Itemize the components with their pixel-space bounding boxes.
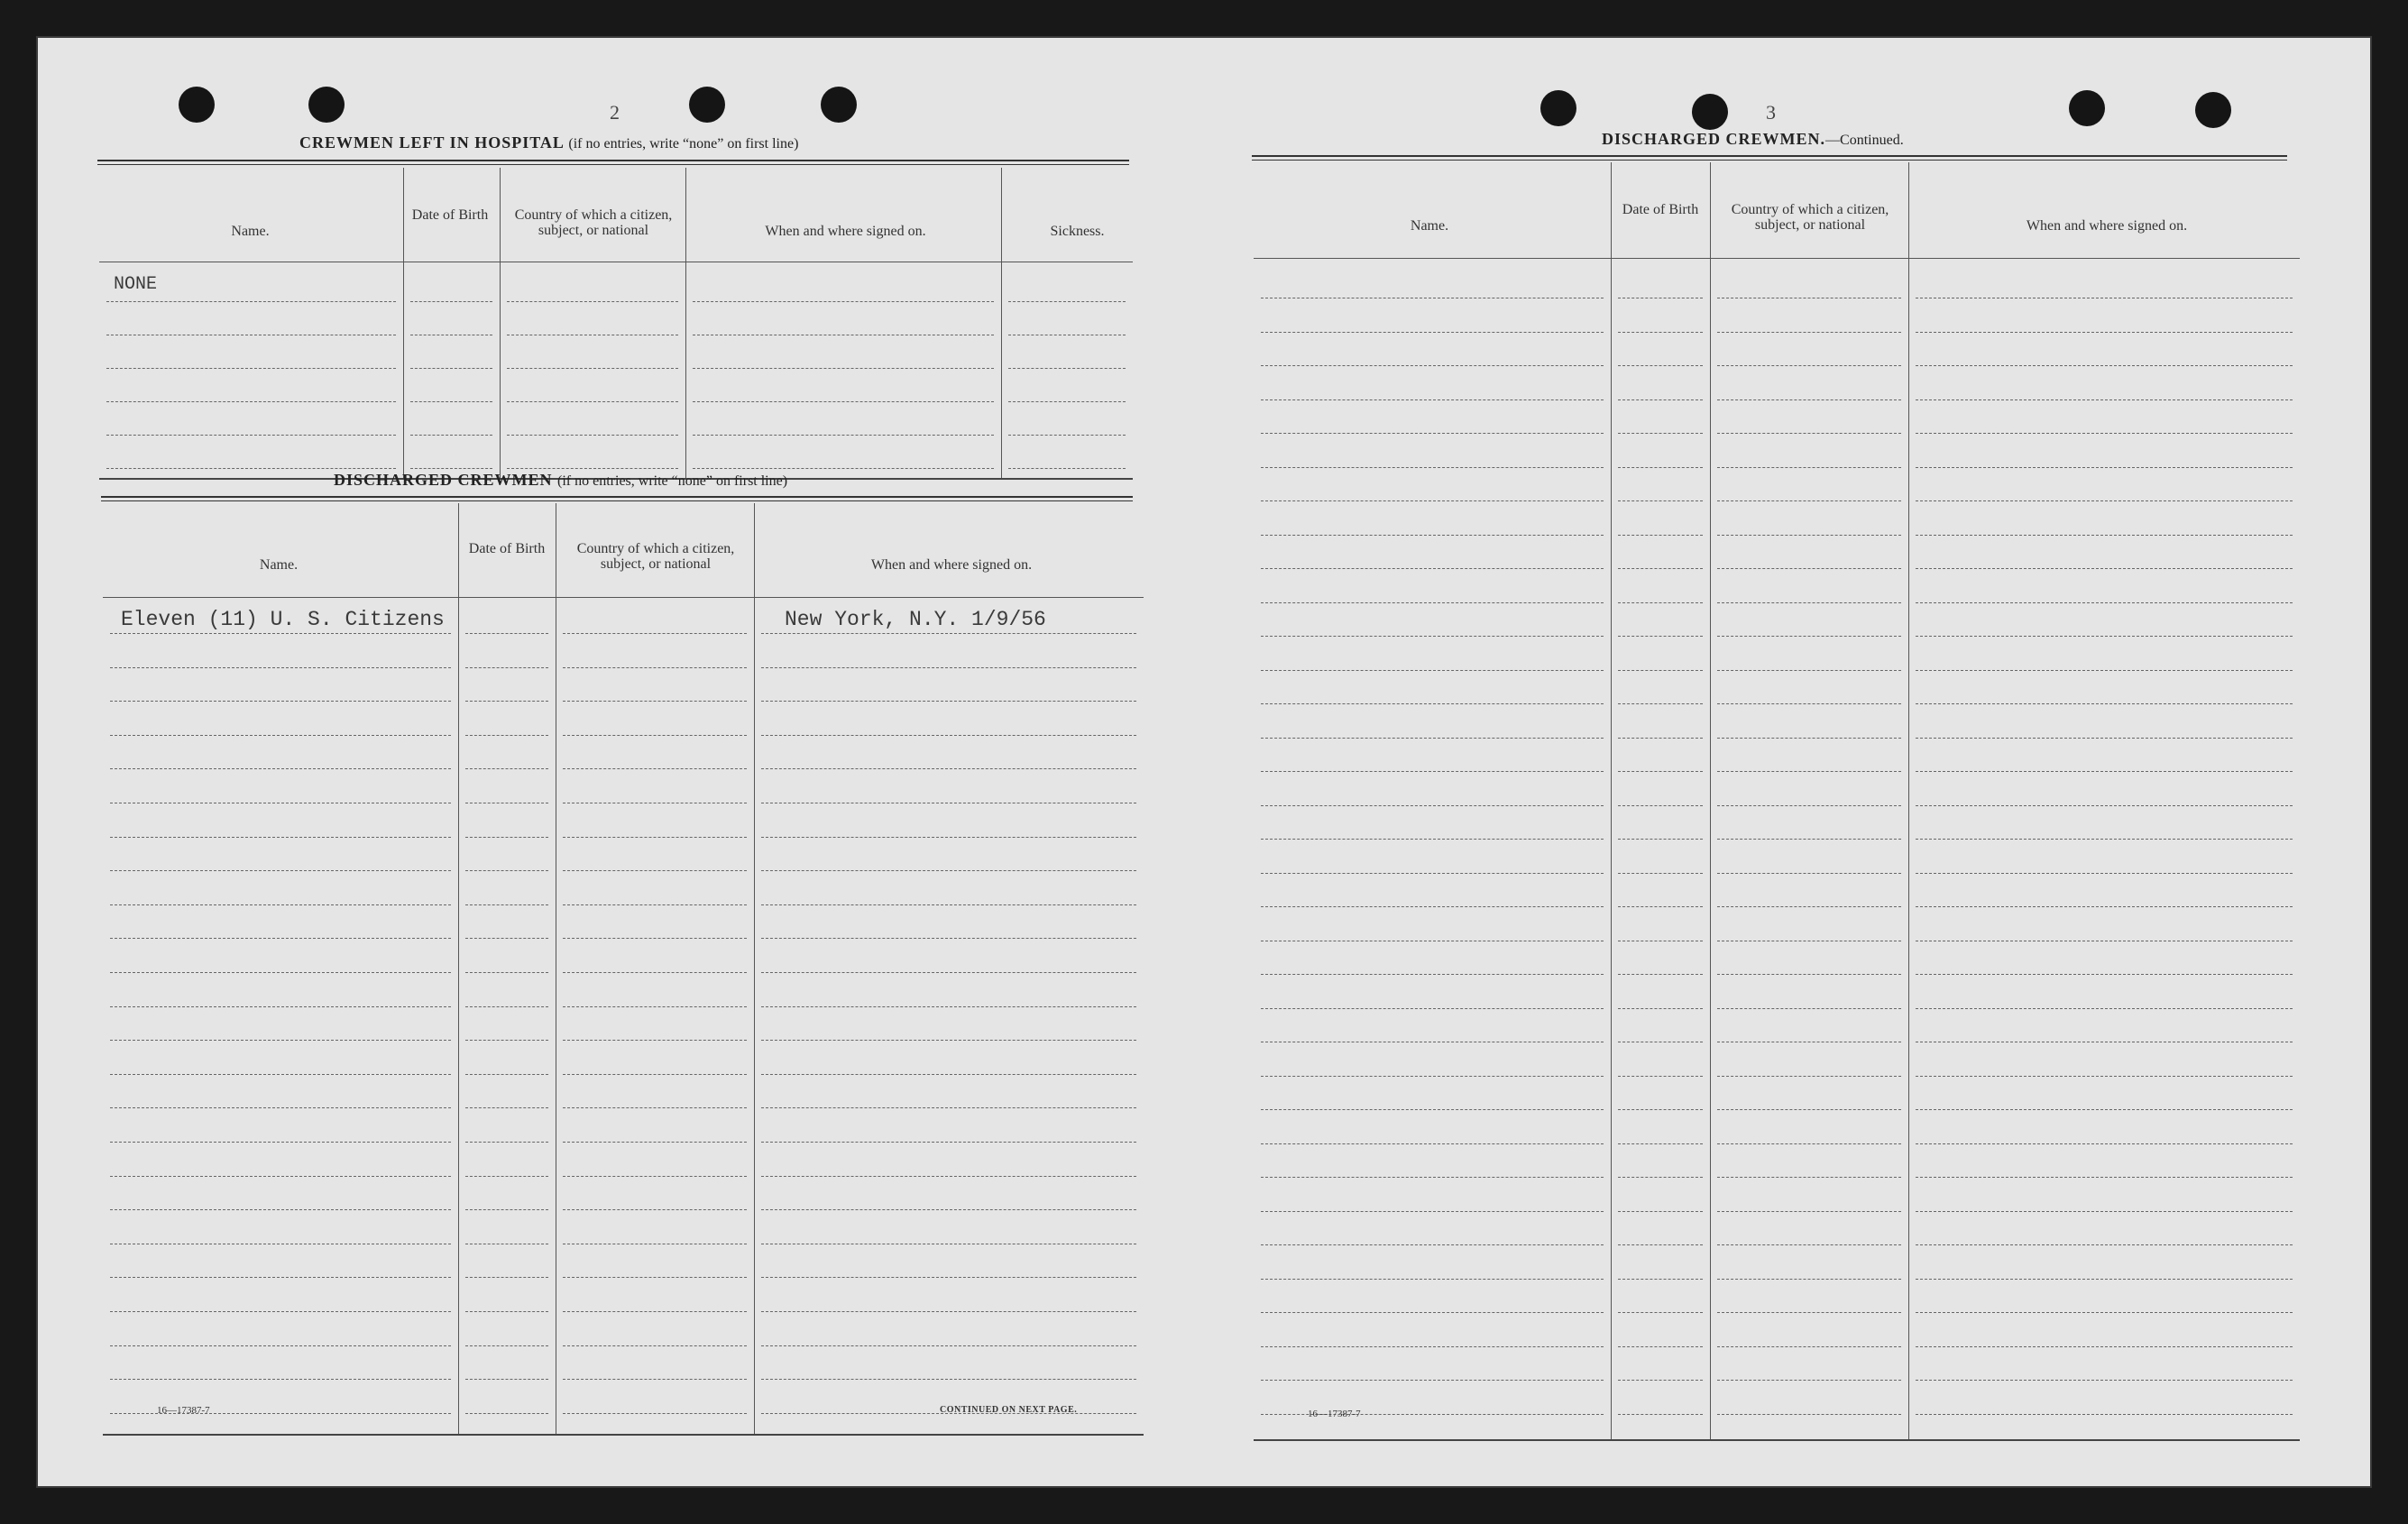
entry-line [465, 1142, 548, 1143]
section-rule [101, 496, 1133, 501]
discharged-table [103, 503, 1144, 1405]
header-date-of-birth: Date of Birth [411, 207, 489, 223]
discharged-entry-name: Eleven (11) U. S. Citizens [121, 608, 445, 631]
entry-line [1618, 399, 1703, 400]
entry-line [110, 1311, 451, 1312]
entry-line [465, 633, 548, 634]
entry-line [563, 837, 747, 838]
entry-line [465, 1074, 548, 1075]
entry-line [761, 1040, 1136, 1041]
entry-line [1261, 535, 1604, 536]
entry-line [1008, 368, 1126, 369]
entry-line [1618, 1109, 1703, 1110]
entry-line [761, 1379, 1136, 1380]
entry-line [465, 1413, 548, 1414]
entry-line [1916, 839, 2293, 840]
entry-line [761, 870, 1136, 871]
entry-line [507, 401, 678, 402]
entry-line [1916, 1109, 2293, 1110]
entry-line [1261, 636, 1604, 637]
hospital-instruction: (if no entries, write “none” on first line) [568, 136, 799, 151]
scanned-document-sheet [36, 36, 2372, 1488]
entry-line [1717, 365, 1901, 366]
entry-line [1618, 500, 1703, 501]
entry-line [1261, 1279, 1604, 1280]
entry-line [1717, 433, 1901, 434]
entry-line [1916, 1076, 2293, 1077]
entry-line [1618, 1244, 1703, 1245]
form-number: 16—17387-7 [157, 1405, 210, 1416]
column-divider [458, 503, 459, 1434]
entry-line [1717, 974, 1901, 975]
entry-line [110, 938, 451, 939]
entry-line [1916, 1312, 2293, 1313]
entry-line [1916, 1143, 2293, 1144]
entry-line [1618, 433, 1703, 434]
entry-line [761, 1074, 1136, 1075]
entry-line [563, 1277, 747, 1278]
page-number: 3 [1766, 101, 1776, 124]
entry-line [1618, 1279, 1703, 1280]
entry-line [563, 1311, 747, 1312]
entry-line [693, 401, 994, 402]
entry-line [110, 667, 451, 668]
entry-line [1008, 468, 1126, 469]
entry-line [110, 1142, 451, 1143]
entry-line [1916, 771, 2293, 772]
entry-line [563, 870, 747, 871]
entry-line [1261, 670, 1604, 671]
entry-line [563, 1209, 747, 1210]
entry-line [1261, 1109, 1604, 1110]
column-divider [754, 503, 755, 1434]
discharged-instruction: (if no entries, write “none” on first line) [557, 473, 788, 489]
entry-line [1618, 568, 1703, 569]
entry-line [465, 1311, 548, 1312]
entry-line [1916, 365, 2293, 366]
hospital-section-title [299, 133, 798, 152]
entry-line [1717, 332, 1901, 333]
column-divider [500, 168, 501, 478]
entry-line [110, 1209, 451, 1210]
entry-line [110, 1277, 451, 1278]
continued-title-text: DISCHARGED CREWMEN. [1602, 130, 1826, 148]
header-signed-on: When and where signed on. [2026, 218, 2188, 234]
entry-line [761, 938, 1136, 939]
entry-line [1717, 1177, 1901, 1178]
entry-line [761, 1277, 1136, 1278]
entry-line [1261, 738, 1604, 739]
entry-line [761, 1006, 1136, 1007]
entry-line [1261, 1346, 1604, 1347]
entry-line [1618, 1414, 1703, 1415]
entry-line [465, 768, 548, 769]
entry-line [1618, 1177, 1703, 1178]
entry-line [1717, 467, 1901, 468]
entry-line [1717, 873, 1901, 874]
header-divider [1254, 258, 2300, 259]
entry-line [1916, 1008, 2293, 1009]
entry-line [110, 768, 451, 769]
entry-line [465, 735, 548, 736]
entry-line [1261, 500, 1604, 501]
entry-line [465, 904, 548, 905]
entry-line [563, 938, 747, 939]
header-divider [103, 597, 1144, 598]
entry-line [1618, 1211, 1703, 1212]
entry-line [110, 1074, 451, 1075]
entry-line [1717, 1414, 1901, 1415]
entry-line [1916, 535, 2293, 536]
entry-line [1261, 906, 1604, 907]
entry-line [693, 435, 994, 436]
entry-line [1916, 568, 2293, 569]
entry-line [1916, 433, 2293, 434]
header-date-of-birth: Date of Birth [1622, 202, 1699, 217]
entry-line [410, 468, 492, 469]
entry-line [563, 701, 747, 702]
entry-line [1261, 568, 1604, 569]
entry-line [465, 1107, 548, 1108]
entry-line [1916, 670, 2293, 671]
column-divider [1908, 162, 1909, 1439]
entry-line [563, 1176, 747, 1177]
entry-line [761, 768, 1136, 769]
entry-line [106, 368, 396, 369]
entry-line [1916, 805, 2293, 806]
entry-line [1717, 1076, 1901, 1077]
entry-line [1008, 401, 1126, 402]
entry-line [1717, 771, 1901, 772]
entry-line [1618, 332, 1703, 333]
entry-line [1916, 1244, 2293, 1245]
entry-line [563, 904, 747, 905]
entry-line [106, 301, 396, 302]
entry-line [1618, 771, 1703, 772]
form-number: 16—17387-7 [1308, 1409, 1361, 1419]
entry-line [693, 468, 994, 469]
entry-line [1717, 906, 1901, 907]
entry-line [1261, 974, 1604, 975]
entry-line [465, 1176, 548, 1177]
entry-line [465, 837, 548, 838]
entry-line [761, 701, 1136, 702]
entry-line [1916, 467, 2293, 468]
section-rule [97, 160, 1129, 165]
entry-line [1717, 1380, 1901, 1381]
entry-line [507, 468, 678, 469]
entry-line [465, 701, 548, 702]
entry-line [1618, 1076, 1703, 1077]
entry-line [1618, 839, 1703, 840]
entry-line [1717, 602, 1901, 603]
entry-line [1717, 636, 1901, 637]
entry-line [1916, 1177, 2293, 1178]
entry-line [1261, 467, 1604, 468]
entry-line [563, 1379, 747, 1380]
entry-line [1261, 1008, 1604, 1009]
entry-line [1008, 435, 1126, 436]
entry-line [1916, 974, 2293, 975]
entry-line [1618, 535, 1703, 536]
punch-hole [1540, 90, 1576, 126]
entry-line [1916, 332, 2293, 333]
entry-line [1717, 670, 1901, 671]
entry-line [110, 1006, 451, 1007]
entry-line [1916, 873, 2293, 874]
header-name: Name. [231, 224, 270, 239]
header-name: Name. [259, 557, 299, 573]
entry-line [1916, 1414, 2293, 1415]
entry-line [110, 1345, 451, 1346]
entry-line [1618, 670, 1703, 671]
entry-line [761, 1142, 1136, 1143]
column-divider [403, 168, 404, 478]
continued-title-suffix: —Continued. [1825, 133, 1904, 148]
entry-line [761, 667, 1136, 668]
entry-line [563, 1142, 747, 1143]
entry-line [410, 435, 492, 436]
entry-line [1261, 602, 1604, 603]
entry-line [1261, 332, 1604, 333]
entry-line [761, 1176, 1136, 1177]
entry-line [1916, 906, 2293, 907]
entry-line [1261, 1312, 1604, 1313]
entry-line [563, 633, 747, 634]
entry-line [1008, 301, 1126, 302]
entry-line [465, 1379, 548, 1380]
entry-line [563, 1040, 747, 1041]
entry-line [761, 633, 1136, 634]
entry-line [1618, 738, 1703, 739]
entry-line [1261, 1143, 1604, 1144]
entry-line [465, 870, 548, 871]
entry-line [1618, 974, 1703, 975]
entry-line [465, 1345, 548, 1346]
section-rule [1252, 155, 2287, 161]
continued-note: CONTINUED ON NEXT PAGE. [940, 1405, 1078, 1415]
entry-line [465, 972, 548, 973]
entry-line [1618, 703, 1703, 704]
hospital-title-text: CREWMEN LEFT IN HOSPITAL [299, 133, 564, 151]
punch-hole [821, 87, 857, 123]
page-number: 2 [610, 101, 620, 124]
entry-line [1618, 1312, 1703, 1313]
entry-line [1717, 1279, 1901, 1280]
header-country: Country of which a citizen, subject, or national [1731, 202, 1889, 233]
entry-line [1916, 602, 2293, 603]
entry-line [1261, 805, 1604, 806]
entry-line [1717, 839, 1901, 840]
entry-line [1717, 738, 1901, 739]
entry-line [1916, 399, 2293, 400]
punch-hole [308, 87, 345, 123]
entry-line [1717, 1143, 1901, 1144]
entry-line [106, 468, 396, 469]
entry-line [110, 1107, 451, 1108]
entry-line [563, 1006, 747, 1007]
entry-line [563, 972, 747, 973]
entry-line [1717, 1346, 1901, 1347]
entry-line [110, 701, 451, 702]
entry-line [1618, 805, 1703, 806]
entry-line [1261, 1244, 1604, 1245]
entry-line [1717, 399, 1901, 400]
entry-line [465, 1209, 548, 1210]
entry-line [110, 1176, 451, 1177]
entry-line [507, 368, 678, 369]
entry-line [563, 667, 747, 668]
entry-line [1717, 1312, 1901, 1313]
header-signed-on: When and where signed on. [870, 557, 1033, 573]
entry-line [1261, 399, 1604, 400]
entry-line [563, 1345, 747, 1346]
punch-hole [2195, 92, 2231, 128]
entry-line [106, 435, 396, 436]
entry-line [1916, 738, 2293, 739]
continued-section-title [1602, 130, 1904, 149]
entry-line [1261, 1177, 1604, 1178]
discharged-entry-signed-on: New York, N.Y. 1/9/56 [785, 608, 1046, 631]
punch-hole [689, 87, 725, 123]
entry-line [465, 938, 548, 939]
entry-line [693, 301, 994, 302]
column-divider [685, 168, 686, 478]
entry-line [563, 1413, 747, 1414]
table-bottom-rule [1254, 1439, 2300, 1441]
entry-line [761, 972, 1136, 973]
entry-line [110, 870, 451, 871]
header-name: Name. [1410, 218, 1449, 234]
entry-line [1618, 467, 1703, 468]
entry-line [1717, 1244, 1901, 1245]
entry-line [693, 368, 994, 369]
entry-line [1717, 1008, 1901, 1009]
entry-line [1916, 1380, 2293, 1381]
entry-line [110, 1379, 451, 1380]
punch-hole [1692, 94, 1728, 130]
punch-hole [179, 87, 215, 123]
entry-line [110, 837, 451, 838]
header-country: Country of which a citizen, subject, or national [514, 207, 673, 238]
discharged-section-title [334, 471, 787, 490]
entry-line [110, 1040, 451, 1041]
entry-line [761, 904, 1136, 905]
entry-line [1717, 568, 1901, 569]
entry-line [761, 1345, 1136, 1346]
entry-line [1916, 1211, 2293, 1212]
entry-line [110, 972, 451, 973]
entry-line [1618, 1346, 1703, 1347]
entry-line [563, 1107, 747, 1108]
entry-line [1717, 1109, 1901, 1110]
entry-line [1261, 1211, 1604, 1212]
entry-line [110, 633, 451, 634]
entry-line [465, 667, 548, 668]
entry-line [410, 368, 492, 369]
entry-line [1916, 1346, 2293, 1347]
entry-line [1618, 873, 1703, 874]
entry-line [465, 1006, 548, 1007]
entry-line [410, 301, 492, 302]
discharged-title-text: DISCHARGED CREWMEN [334, 471, 553, 489]
entry-line [761, 1311, 1136, 1312]
table-bottom-rule [103, 1434, 1144, 1436]
entry-line [563, 1074, 747, 1075]
entry-line [110, 735, 451, 736]
entry-line [106, 401, 396, 402]
entry-line [1261, 1076, 1604, 1077]
entry-line [1717, 703, 1901, 704]
entry-line [1261, 873, 1604, 874]
entry-line [1261, 703, 1604, 704]
entry-line [1717, 500, 1901, 501]
entry-line [1261, 433, 1604, 434]
entry-line [1717, 1211, 1901, 1212]
hospital-table [99, 168, 1133, 440]
entry-line [410, 401, 492, 402]
entry-line [1717, 535, 1901, 536]
column-divider [1611, 162, 1612, 1439]
entry-line [1261, 1380, 1604, 1381]
column-divider [1001, 168, 1002, 478]
entry-line [1916, 1279, 2293, 1280]
header-country: Country of which a citizen, subject, or national [576, 541, 735, 572]
header-signed-on: When and where signed on. [765, 224, 926, 239]
header-date-of-birth: Date of Birth [468, 541, 546, 556]
discharged-continued-table [1254, 162, 2300, 1409]
entry-line [1618, 1143, 1703, 1144]
hospital-entry-name: NONE [114, 274, 158, 295]
entry-line [563, 768, 747, 769]
entry-line [1618, 602, 1703, 603]
entry-line [563, 735, 747, 736]
entry-line [110, 904, 451, 905]
entry-line [1618, 1008, 1703, 1009]
entry-line [465, 1277, 548, 1278]
entry-line [1916, 636, 2293, 637]
entry-line [1261, 365, 1604, 366]
entry-line [761, 1209, 1136, 1210]
entry-line [1618, 1380, 1703, 1381]
entry-line [1618, 636, 1703, 637]
punch-hole [2069, 90, 2105, 126]
entry-line [1717, 805, 1901, 806]
entry-line [1261, 771, 1604, 772]
entry-line [761, 1107, 1136, 1108]
entry-line [1916, 500, 2293, 501]
entry-line [1916, 703, 2293, 704]
column-divider [1710, 162, 1711, 1439]
entry-line [507, 301, 678, 302]
entry-line [1618, 365, 1703, 366]
header-sickness: Sickness. [1050, 224, 1105, 239]
entry-line [761, 837, 1136, 838]
entry-line [507, 435, 678, 436]
entry-line [1261, 839, 1604, 840]
entry-line [465, 1040, 548, 1041]
entry-line [761, 735, 1136, 736]
entry-line [1618, 906, 1703, 907]
